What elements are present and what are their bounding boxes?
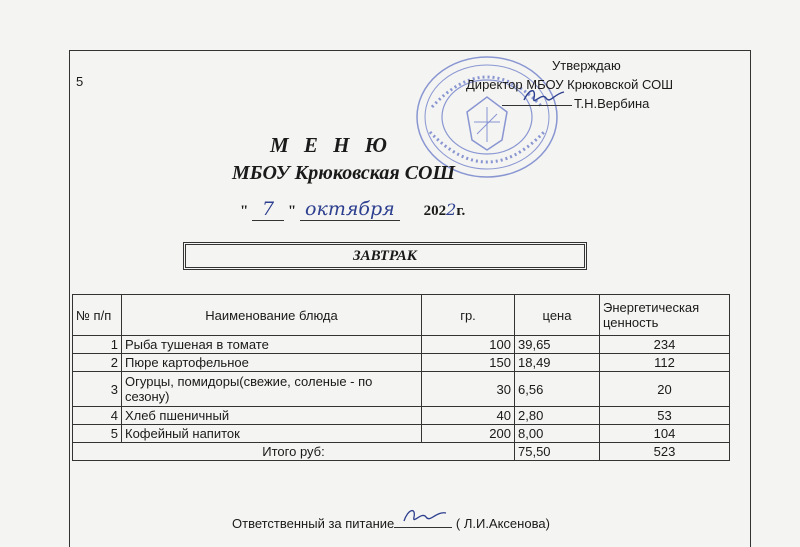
row-dish-name: Кофейный напиток [122, 425, 422, 443]
row-grams: 100 [422, 336, 515, 354]
row-number: 1 [73, 336, 122, 354]
date-year-prefix: 202 [423, 203, 447, 219]
row-price: 8,00 [515, 425, 600, 443]
director-signature-line [502, 94, 572, 106]
approval-position: Директор МБОУ Крюковской СОШ [466, 77, 674, 92]
row-price: 2,80 [515, 407, 600, 425]
responsible-name: ( Л.И.Аксенова) [455, 516, 550, 531]
row-grams: 150 [422, 354, 515, 372]
header-energy: Энергетическая ценность [600, 295, 730, 336]
table-row [73, 425, 730, 443]
approval-heading: Утверждаю [552, 58, 621, 73]
date-year-end: г. [456, 203, 466, 219]
table-row [73, 354, 730, 372]
table-row [73, 372, 730, 407]
menu-date [240, 198, 465, 221]
row-number: 3 [73, 372, 122, 407]
row-dish-name: Пюре картофельное [122, 354, 422, 372]
row-energy: 112 [600, 354, 730, 372]
row-number: 5 [73, 425, 122, 443]
director-signature-icon [502, 86, 572, 108]
document-title: М Е Н Ю [270, 133, 392, 157]
header-price: цена [515, 295, 600, 336]
approval-block [466, 56, 673, 113]
date-day: 7 [262, 198, 275, 220]
row-dish-name: Хлеб пшеничный [122, 407, 422, 425]
row-energy: 20 [600, 372, 730, 407]
school-name: МБОУ Крюковская СОШ [232, 162, 456, 184]
total-row [73, 443, 730, 461]
date-month: октября [305, 198, 395, 220]
row-dish-name: Рыба тушеная в томате [122, 336, 422, 354]
row-grams: 40 [422, 407, 515, 425]
header-number: № п/п [73, 295, 122, 336]
row-price: 6,56 [515, 372, 600, 407]
date-close-quote: " [287, 203, 297, 219]
header-grams: гр. [422, 295, 515, 336]
meal-heading: ЗАВТРАК [183, 242, 587, 270]
row-grams: 200 [422, 425, 515, 443]
row-number: 4 [73, 407, 122, 425]
director-name: Т.Н.Вербина [574, 96, 650, 111]
total-label: Итого руб: [73, 443, 515, 461]
row-number: 2 [73, 354, 122, 372]
responsible-signature-line [394, 515, 452, 528]
table-row [73, 336, 730, 354]
row-energy: 234 [600, 336, 730, 354]
responsible-signature-icon [396, 505, 450, 527]
total-price: 75,50 [515, 443, 600, 461]
row-grams: 30 [422, 372, 515, 407]
menu-table [72, 294, 730, 461]
date-year-suffix: 2 [446, 200, 457, 219]
row-energy: 53 [600, 407, 730, 425]
responsible-line [232, 515, 550, 531]
header-dish-name: Наименование блюда [122, 295, 422, 336]
table-row [73, 407, 730, 425]
responsible-label: Ответственный за питание [232, 516, 395, 531]
row-dish-name: Огурцы, помидоры(свежие, соленые - по сезону) [122, 372, 422, 407]
date-open-quote: " [240, 203, 249, 219]
table-header-row [73, 295, 730, 336]
row-price: 39,65 [515, 336, 600, 354]
total-energy: 523 [600, 443, 730, 461]
row-price: 18,49 [515, 354, 600, 372]
page-number: 5 [76, 74, 84, 89]
row-energy: 104 [600, 425, 730, 443]
